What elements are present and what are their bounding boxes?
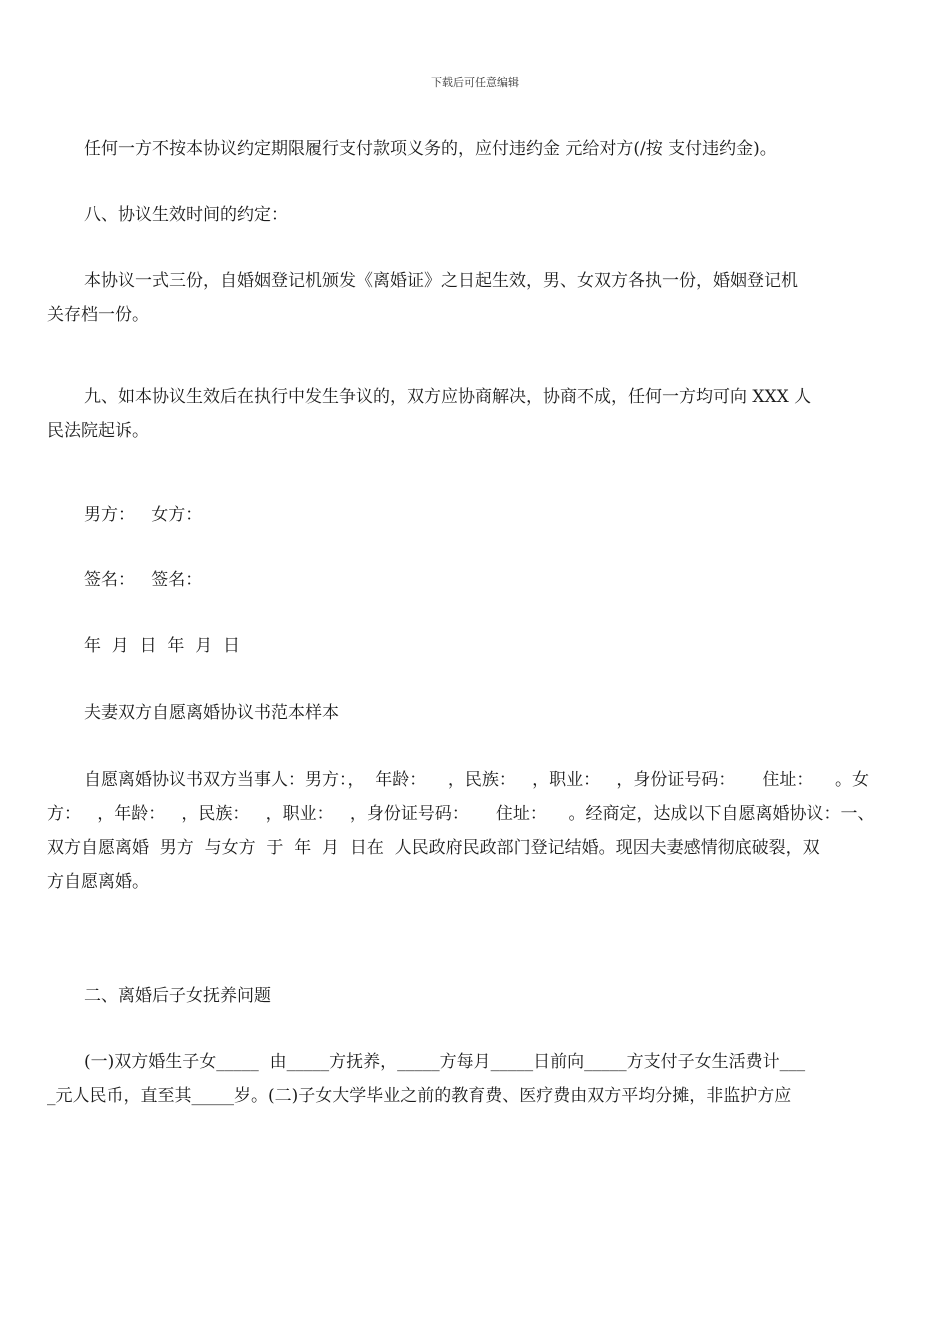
date-labels — [47, 629, 903, 663]
signature-labels — [47, 563, 903, 597]
document-title — [47, 696, 903, 730]
paragraph-line: 签名： 签名： — [84, 570, 203, 590]
paragraph-line: 年 月 日 年 月 日 — [84, 636, 241, 656]
paragraph-line: 任何一方不按本协议约定期限履行支付款项义务的，应付违约金 元给对方(/按 支付违约金)。 — [84, 139, 777, 159]
paragraph-copies — [47, 264, 903, 332]
paragraph-line: 本协议一式三份，自婚姻登记机颁发《离婚证》之日起生效，男、女双方各执一份，婚姻登记机 — [84, 271, 798, 291]
paragraph-line: _元人民币，直至其_____岁。(二)子女大学毕业之前的教育费、医疗费由双方平均分摊，非监护方应 — [47, 1086, 792, 1106]
paragraph-penalty — [47, 132, 903, 166]
paragraph-line: 自愿离婚协议书双方当事人：男方：， 年龄： ，民族： ，职业： ，身份证号码： 住址： 。女 — [84, 770, 869, 790]
paragraph-line: 二、离婚后子女抚养问题 — [84, 986, 271, 1006]
paragraph-line: 关存档一份。 — [47, 305, 149, 325]
paragraph-line: 民法院起诉。 — [47, 421, 149, 441]
paragraph-line: 夫妻双方自愿离婚协议书范本样本 — [84, 703, 339, 723]
paragraph-line: 方自愿离婚。 — [47, 872, 149, 892]
paragraph-line: 九、如本协议生效后在执行中发生争议的，双方应协商解决，协商不成，任何一方均可向 XXX 人 — [84, 387, 812, 407]
paragraph-line: 八、协议生效时间的约定： — [84, 205, 288, 225]
paragraph-parties — [47, 763, 903, 899]
paragraph-line: 男方： 女方： — [84, 505, 203, 525]
page-header: 下载后可任意编辑 — [431, 76, 519, 89]
section-heading-effective-time — [47, 198, 903, 232]
paragraph-line: (一)双方婚生子女_____ 由_____方抚养，_____方每月_____日前向_____方支付子女生活费计___ — [84, 1052, 806, 1072]
paragraph-line: 双方自愿离婚 男方 与女方 于 年 月 日在 人民政府民政部门登记结婚。现因夫妻感情彻底破裂，双 — [47, 838, 820, 858]
section-heading-custody — [47, 979, 903, 1013]
paragraph-custody-terms — [47, 1045, 903, 1113]
paragraph-line: 方： ，年龄： ，民族： ，职业： ，身份证号码： 住址： 。经商定，达成以下自愿离婚协议：一、 — [47, 804, 875, 824]
party-labels — [47, 498, 903, 532]
paragraph-dispute — [47, 380, 903, 448]
